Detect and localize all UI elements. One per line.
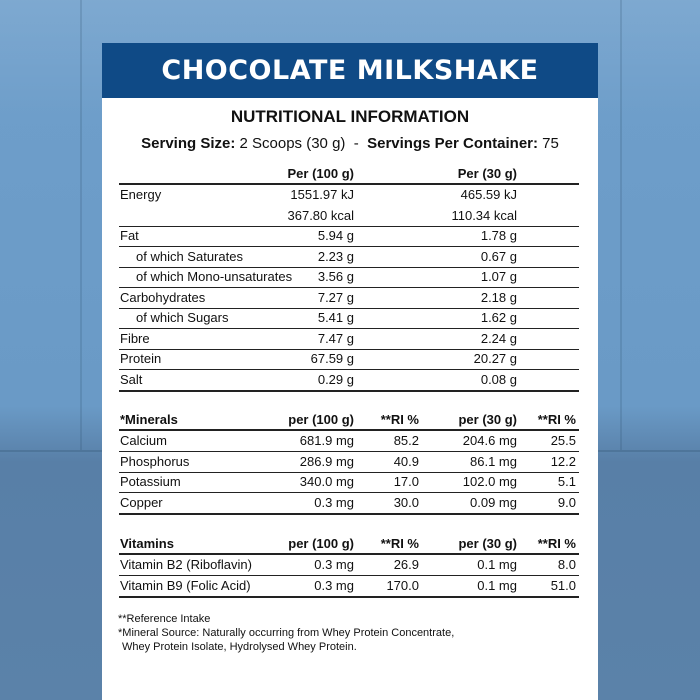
minerals-row-ri-100g: 17.0 [393,474,419,489]
table-rule [119,553,579,555]
nutrient-label: Carbohydrates [120,289,206,305]
vitamins-row-ri-100g: 26.9 [393,557,419,572]
nutrient-per-30g: 1.07 g [480,269,517,284]
vitamins-row-per-100g: 0.3 mg [314,577,354,593]
table-rule [119,267,579,268]
vitamins-row-label: Vitamin B9 (Folic Acid) [120,577,251,593]
nutrient-label: Protein [120,351,162,366]
col-header-per-30g: Per (30 g) [457,166,517,181]
nutrient-per-100g: 367.80 kcal [287,207,354,223]
minerals-row-ri-100g: 30.0 [393,494,419,510]
minerals-row-ri-100g: 40.9 [393,453,419,469]
minerals-col-ri-30g: **RI % [537,412,576,427]
nutrient-per-100g: 7.47 g [317,330,354,346]
minerals-row-per-30g: 204.6 mg [462,433,517,448]
table-rule [119,429,579,431]
footnote: *Mineral Source: Naturally occurring from Whey Protein Concentrate, [118,627,455,639]
table-rule [119,349,579,350]
col-header-per-100g: Per (100 g) [287,166,354,181]
table-rule [119,183,579,185]
table-rule [119,472,579,473]
nutrient-per-100g: 0.29 g [317,371,354,387]
nutrient-per-30g: 2.24 g [480,330,517,346]
nutrient-label: of which Sugars [136,310,229,325]
minerals-row-per-100g: 0.3 mg [314,494,354,510]
table-rule [119,226,579,227]
table-rule [119,328,579,329]
table-rule [119,596,579,598]
minerals-row-ri-30g: 25.5 [550,433,576,448]
table-rule [119,451,579,452]
vitamins-row-ri-100g: 170.0 [386,577,419,593]
table-rule [119,287,579,288]
nutrient-per-30g: 110.34 kcal [451,207,517,223]
minerals-row-per-100g: 286.9 mg [299,453,354,469]
nutrient-label: Energy [120,187,162,202]
vitamins-row-ri-30g: 51.0 [550,577,576,593]
vitamins-row-label: Vitamin B2 (Riboflavin) [120,557,252,572]
minerals-row-ri-30g: 5.1 [557,474,576,489]
vitamins-row-per-100g: 0.3 mg [314,557,354,572]
minerals-header: *Minerals [120,412,178,427]
minerals-row-ri-30g: 9.0 [557,494,576,510]
nutrient-per-100g: 1551.97 kJ [290,187,354,202]
minerals-row-per-30g: 102.0 mg [462,474,517,489]
nutrient-label: Fat [120,228,139,243]
nutrient-per-100g: 5.41 g [317,310,354,325]
table-rule [119,390,579,392]
nutrient-per-100g: 2.23 g [317,248,354,264]
nutrition-heading: NUTRITIONAL INFORMATION [230,107,470,126]
footnote: **Reference Intake [118,613,211,625]
table-rule [119,513,579,515]
table-rule [119,575,579,576]
nutrient-per-30g: 20.27 g [473,351,517,366]
wall-seam [620,0,622,450]
product-title: CHOCOLATE MILKSHAKE [102,43,598,98]
minerals-col-per-100g: per (100 g) [288,412,354,427]
serving-size-label: Serving Size: [141,135,236,152]
servings-per-container-value: 75 [542,135,559,152]
servings-per-container-label: Servings Per Container: [367,135,538,152]
wall-seam [80,0,82,450]
footnote: Whey Protein Isolate, Hydrolysed Whey Protein. [122,641,357,653]
vitamins-col-ri-100g: **RI % [380,536,419,551]
nutrient-per-30g: 2.18 g [480,289,517,305]
minerals-row-per-100g: 681.9 mg [299,433,354,448]
nutrition-label-card [102,43,598,700]
vitamins-col-per-30g: per (30 g) [458,536,517,551]
nutrient-label: Fibre [120,330,150,346]
minerals-row-per-100g: 340.0 mg [299,474,354,489]
nutrient-label: of which Saturates [136,248,243,264]
nutrient-per-30g: 465.59 kJ [460,187,517,202]
nutrient-per-100g: 7.27 g [317,289,354,305]
nutrient-per-100g: 3.56 g [317,269,354,284]
minerals-row-label: Copper [120,494,163,510]
nutrient-per-30g: 0.67 g [480,248,517,264]
nutrient-per-30g: 0.08 g [480,371,517,387]
table-rule [119,369,579,370]
serving-size-value: 2 Scoops (30 g) [239,135,346,152]
minerals-col-per-30g: per (30 g) [458,412,517,427]
minerals-row-label: Potassium [120,474,181,489]
vitamins-col-ri-30g: **RI % [537,536,576,551]
minerals-row-label: Phosphorus [120,453,190,469]
nutrient-per-30g: 1.78 g [480,228,517,243]
vitamins-header: Vitamins [120,536,174,551]
nutrient-per-100g: 67.59 g [310,351,354,366]
serving-separator: - [353,135,359,152]
serving-info [102,135,598,152]
minerals-row-ri-30g: 12.2 [550,453,576,469]
vitamins-row-per-30g: 0.1 mg [477,577,517,593]
minerals-row-per-30g: 0.09 mg [470,494,517,510]
vitamins-row-per-30g: 0.1 mg [477,557,517,572]
nutrient-per-30g: 1.62 g [480,310,517,325]
vitamins-col-per-100g: per (100 g) [288,536,354,551]
minerals-row-ri-100g: 85.2 [393,433,419,448]
nutrient-label: Salt [120,371,143,387]
nutrient-per-100g: 5.94 g [317,228,354,243]
nutrient-label: of which Mono-unsaturates [136,269,293,284]
minerals-row-label: Calcium [120,433,167,448]
vitamins-row-ri-30g: 8.0 [557,557,576,572]
minerals-col-ri-100g: **RI % [380,412,419,427]
table-rule [119,246,579,247]
minerals-row-per-30g: 86.1 mg [470,453,517,469]
table-rule [119,492,579,493]
table-rule [119,308,579,309]
